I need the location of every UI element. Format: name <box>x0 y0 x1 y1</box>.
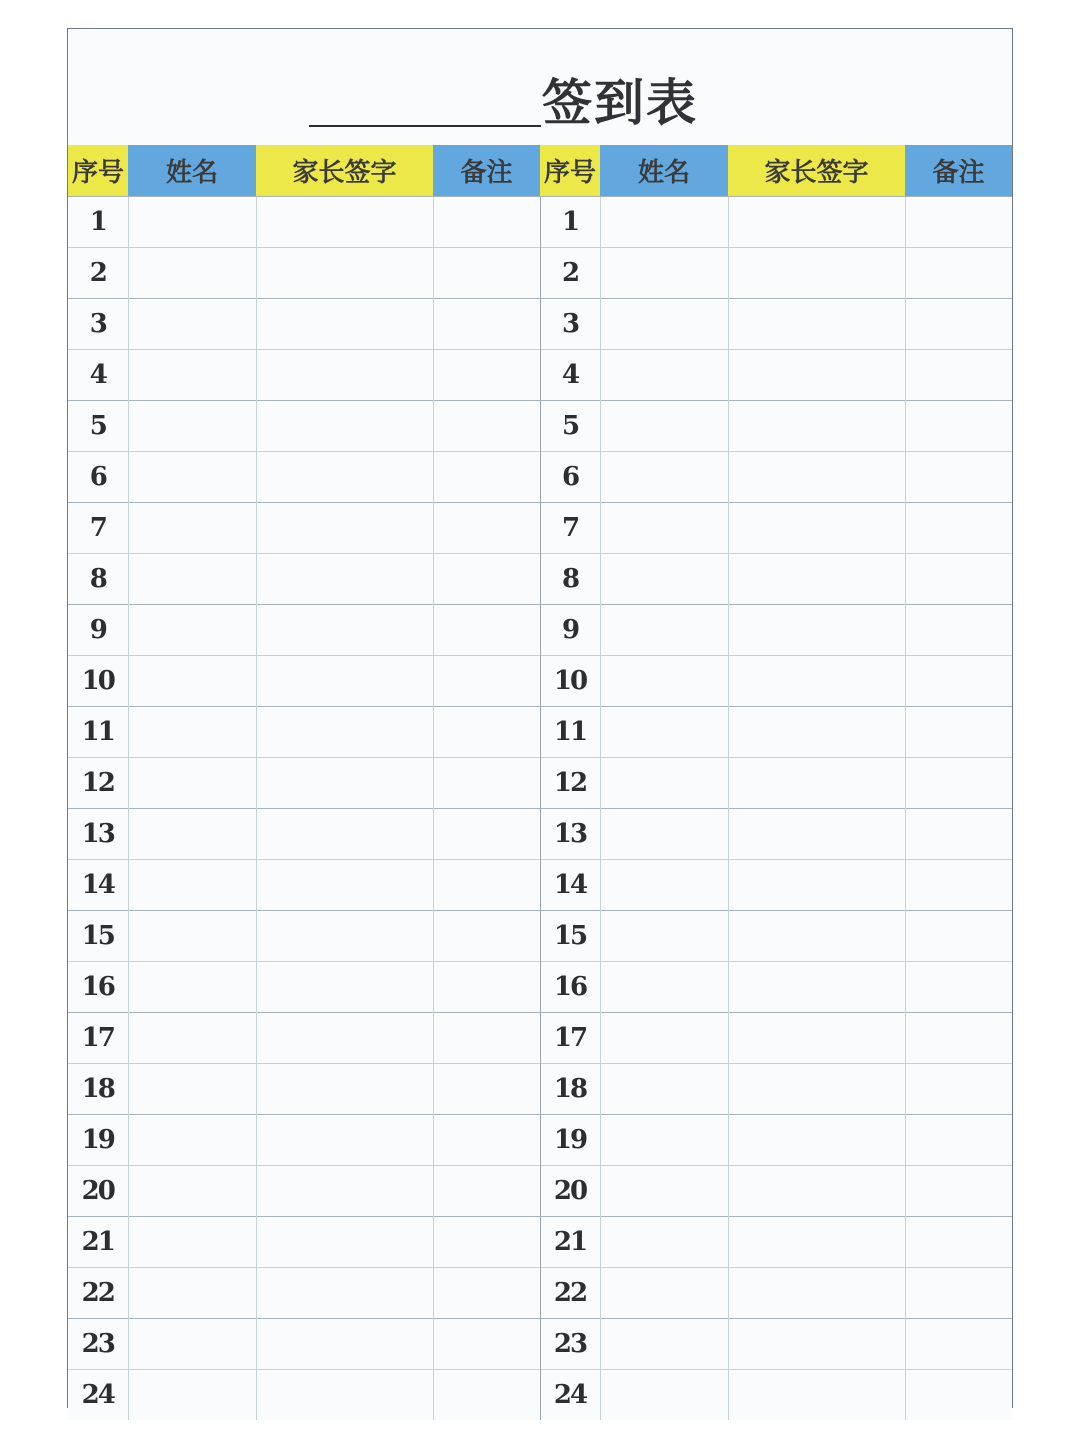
remarks-cell-left[interactable] <box>433 809 540 860</box>
seq-number-left: 5 <box>68 401 128 452</box>
name-cell-left[interactable] <box>128 707 256 758</box>
name-cell-right[interactable] <box>600 350 728 401</box>
parent-signature-cell-left[interactable] <box>256 452 433 503</box>
seq-number-left: 11 <box>68 707 128 758</box>
header-name-right: 姓名 <box>600 145 728 197</box>
remarks-cell-right[interactable] <box>905 1064 1012 1115</box>
seq-number-right: 24 <box>540 1370 600 1421</box>
parent-signature-cell-right[interactable] <box>728 248 905 299</box>
seq-number-left: 4 <box>68 350 128 401</box>
remarks-cell-right[interactable] <box>905 605 1012 656</box>
seq-number-left: 2 <box>68 248 128 299</box>
remarks-cell-right[interactable] <box>905 350 1012 401</box>
remarks-cell-right[interactable] <box>905 503 1012 554</box>
name-cell-left[interactable] <box>128 350 256 401</box>
parent-signature-cell-left[interactable] <box>256 1115 433 1166</box>
page-title: 签到表 <box>542 73 698 132</box>
name-cell-right[interactable] <box>600 248 728 299</box>
remarks-cell-left[interactable] <box>433 299 540 350</box>
seq-number-left: 13 <box>68 809 128 860</box>
name-cell-right[interactable] <box>600 809 728 860</box>
table-row <box>68 1370 1012 1421</box>
name-cell-right[interactable] <box>600 1370 728 1421</box>
name-cell-right[interactable] <box>600 962 728 1013</box>
table-body <box>68 197 1012 1421</box>
remarks-cell-right[interactable] <box>905 1217 1012 1268</box>
name-cell-right[interactable] <box>600 911 728 962</box>
remarks-cell-left[interactable] <box>433 1013 540 1064</box>
seq-number-right: 5 <box>540 401 600 452</box>
seq-number-left: 8 <box>68 554 128 605</box>
name-cell-left[interactable] <box>128 1268 256 1319</box>
remarks-cell-right[interactable] <box>905 911 1012 962</box>
parent-signature-cell-right[interactable] <box>728 860 905 911</box>
parent-signature-cell-left[interactable] <box>256 1319 433 1370</box>
remarks-cell-left[interactable] <box>433 1319 540 1370</box>
parent-signature-cell-right[interactable] <box>728 707 905 758</box>
remarks-cell-left[interactable] <box>433 1064 540 1115</box>
name-cell-right[interactable] <box>600 401 728 452</box>
name-cell-right[interactable] <box>600 707 728 758</box>
parent-signature-cell-right[interactable] <box>728 1268 905 1319</box>
seq-number-right: 22 <box>540 1268 600 1319</box>
remarks-cell-right[interactable] <box>905 1319 1012 1370</box>
parent-signature-cell-right[interactable] <box>728 758 905 809</box>
remarks-cell-left[interactable] <box>433 248 540 299</box>
remarks-cell-right[interactable] <box>905 299 1012 350</box>
name-cell-right[interactable] <box>600 1319 728 1370</box>
name-cell-left[interactable] <box>128 1115 256 1166</box>
name-cell-left[interactable] <box>128 605 256 656</box>
remarks-cell-left[interactable] <box>433 656 540 707</box>
remarks-cell-right[interactable] <box>905 656 1012 707</box>
seq-number-right: 18 <box>540 1064 600 1115</box>
remarks-cell-right[interactable] <box>905 1268 1012 1319</box>
name-cell-right[interactable] <box>600 758 728 809</box>
name-cell-right[interactable] <box>600 1064 728 1115</box>
table-row <box>68 1013 1012 1064</box>
seq-number-right: 9 <box>540 605 600 656</box>
name-cell-right[interactable] <box>600 1217 728 1268</box>
remarks-cell-right[interactable] <box>905 758 1012 809</box>
table-row <box>68 962 1012 1013</box>
name-cell-left[interactable] <box>128 1217 256 1268</box>
parent-signature-cell-left[interactable] <box>256 656 433 707</box>
remarks-cell-left[interactable] <box>433 962 540 1013</box>
parent-signature-cell-right[interactable] <box>728 299 905 350</box>
parent-signature-cell-right[interactable] <box>728 197 905 248</box>
parent-signature-cell-right[interactable] <box>728 1064 905 1115</box>
remarks-cell-right[interactable] <box>905 1166 1012 1217</box>
parent-signature-cell-right[interactable] <box>728 605 905 656</box>
seq-number-right: 19 <box>540 1115 600 1166</box>
seq-number-right: 11 <box>540 707 600 758</box>
name-cell-right[interactable] <box>600 656 728 707</box>
name-cell-right[interactable] <box>600 1115 728 1166</box>
table-row <box>68 1115 1012 1166</box>
table-row <box>68 248 1012 299</box>
seq-number-left: 3 <box>68 299 128 350</box>
remarks-cell-left[interactable] <box>433 605 540 656</box>
seq-number-right: 6 <box>540 452 600 503</box>
table-row <box>68 197 1012 248</box>
seq-number-right: 10 <box>540 656 600 707</box>
remarks-cell-left[interactable] <box>433 1217 540 1268</box>
name-cell-right[interactable] <box>600 554 728 605</box>
header-name-left: 姓名 <box>128 145 256 197</box>
header-parent-signature-left: 家长签字 <box>256 145 433 197</box>
parent-signature-cell-right[interactable] <box>728 1319 905 1370</box>
name-cell-left[interactable] <box>128 911 256 962</box>
parent-signature-cell-right[interactable] <box>728 1013 905 1064</box>
seq-number-left: 23 <box>68 1319 128 1370</box>
seq-number-left: 21 <box>68 1217 128 1268</box>
remarks-cell-right[interactable] <box>905 452 1012 503</box>
remarks-cell-left[interactable] <box>433 860 540 911</box>
remarks-cell-left[interactable] <box>433 197 540 248</box>
remarks-cell-left[interactable] <box>433 1268 540 1319</box>
parent-signature-cell-right[interactable] <box>728 1115 905 1166</box>
table-row <box>68 656 1012 707</box>
name-cell-left[interactable] <box>128 299 256 350</box>
remarks-cell-right[interactable] <box>905 860 1012 911</box>
parent-signature-cell-right[interactable] <box>728 809 905 860</box>
name-cell-right[interactable] <box>600 503 728 554</box>
seq-number-right: 20 <box>540 1166 600 1217</box>
seq-number-right: 4 <box>540 350 600 401</box>
table-row <box>68 1268 1012 1319</box>
seq-number-left: 12 <box>68 758 128 809</box>
name-cell-left[interactable] <box>128 758 256 809</box>
parent-signature-cell-left[interactable] <box>256 1268 433 1319</box>
seq-number-left: 22 <box>68 1268 128 1319</box>
parent-signature-cell-left[interactable] <box>256 758 433 809</box>
seq-number-left: 24 <box>68 1370 128 1421</box>
seq-number-right: 14 <box>540 860 600 911</box>
seq-number-left: 7 <box>68 503 128 554</box>
table-row <box>68 503 1012 554</box>
parent-signature-cell-left[interactable] <box>256 299 433 350</box>
parent-signature-cell-left[interactable] <box>256 962 433 1013</box>
parent-signature-cell-left[interactable] <box>256 605 433 656</box>
header-remarks-right: 备注 <box>905 145 1012 197</box>
remarks-cell-right[interactable] <box>905 1115 1012 1166</box>
seq-number-left: 18 <box>68 1064 128 1115</box>
parent-signature-cell-left[interactable] <box>256 248 433 299</box>
name-cell-left[interactable] <box>128 962 256 1013</box>
remarks-cell-left[interactable] <box>433 401 540 452</box>
seq-number-left: 15 <box>68 911 128 962</box>
parent-signature-cell-right[interactable] <box>728 452 905 503</box>
table-row <box>68 299 1012 350</box>
seq-number-left: 16 <box>68 962 128 1013</box>
seq-number-right: 21 <box>540 1217 600 1268</box>
header-row <box>68 145 1012 197</box>
parent-signature-cell-left[interactable] <box>256 1166 433 1217</box>
parent-signature-cell-right[interactable] <box>728 1217 905 1268</box>
seq-number-left: 6 <box>68 452 128 503</box>
name-cell-left[interactable] <box>128 554 256 605</box>
remarks-cell-left[interactable] <box>433 758 540 809</box>
remarks-cell-right[interactable] <box>905 401 1012 452</box>
remarks-cell-right[interactable] <box>905 809 1012 860</box>
seq-number-left: 10 <box>68 656 128 707</box>
parent-signature-cell-right[interactable] <box>728 962 905 1013</box>
title-blank-line <box>309 125 541 127</box>
parent-signature-cell-left[interactable] <box>256 350 433 401</box>
name-cell-right[interactable] <box>600 1013 728 1064</box>
parent-signature-cell-left[interactable] <box>256 1217 433 1268</box>
parent-signature-cell-right[interactable] <box>728 350 905 401</box>
table-row <box>68 605 1012 656</box>
title-row <box>68 29 1014 145</box>
remarks-cell-left[interactable] <box>433 452 540 503</box>
table-row <box>68 809 1012 860</box>
remarks-cell-right[interactable] <box>905 197 1012 248</box>
parent-signature-cell-right[interactable] <box>728 401 905 452</box>
seq-number-right: 16 <box>540 962 600 1013</box>
parent-signature-cell-right[interactable] <box>728 911 905 962</box>
parent-signature-cell-left[interactable] <box>256 1013 433 1064</box>
seq-number-right: 2 <box>540 248 600 299</box>
remarks-cell-right[interactable] <box>905 1013 1012 1064</box>
parent-signature-cell-left[interactable] <box>256 401 433 452</box>
remarks-cell-left[interactable] <box>433 554 540 605</box>
name-cell-left[interactable] <box>128 1013 256 1064</box>
name-cell-left[interactable] <box>128 503 256 554</box>
seq-number-right: 1 <box>540 197 600 248</box>
parent-signature-cell-left[interactable] <box>256 707 433 758</box>
seq-number-right: 3 <box>540 299 600 350</box>
seq-number-right: 12 <box>540 758 600 809</box>
table-row <box>68 860 1012 911</box>
seq-number-left: 19 <box>68 1115 128 1166</box>
name-cell-left[interactable] <box>128 1064 256 1115</box>
remarks-cell-left[interactable] <box>433 1115 540 1166</box>
header-seq-left: 序号 <box>68 145 128 197</box>
name-cell-right[interactable] <box>600 299 728 350</box>
remarks-cell-left[interactable] <box>433 1166 540 1217</box>
seq-number-left: 17 <box>68 1013 128 1064</box>
name-cell-right[interactable] <box>600 860 728 911</box>
header-parent-signature-right: 家长签字 <box>728 145 905 197</box>
parent-signature-cell-right[interactable] <box>728 554 905 605</box>
remarks-cell-right[interactable] <box>905 554 1012 605</box>
table-row <box>68 1319 1012 1370</box>
table-row <box>68 758 1012 809</box>
remarks-cell-left[interactable] <box>433 911 540 962</box>
table-row <box>68 350 1012 401</box>
parent-signature-cell-left[interactable] <box>256 554 433 605</box>
seq-number-left: 14 <box>68 860 128 911</box>
table-row <box>68 452 1012 503</box>
header-remarks-left: 备注 <box>433 145 540 197</box>
remarks-cell-left[interactable] <box>433 1370 540 1421</box>
table-row <box>68 554 1012 605</box>
parent-signature-cell-right[interactable] <box>728 656 905 707</box>
remarks-cell-right[interactable] <box>905 1370 1012 1421</box>
parent-signature-cell-left[interactable] <box>256 809 433 860</box>
name-cell-right[interactable] <box>600 1268 728 1319</box>
name-cell-left[interactable] <box>128 197 256 248</box>
seq-number-left: 9 <box>68 605 128 656</box>
remarks-cell-left[interactable] <box>433 707 540 758</box>
seq-number-right: 7 <box>540 503 600 554</box>
parent-signature-cell-left[interactable] <box>256 1064 433 1115</box>
name-cell-left[interactable] <box>128 1166 256 1217</box>
parent-signature-cell-left[interactable] <box>256 911 433 962</box>
seq-number-left: 20 <box>68 1166 128 1217</box>
sign-in-table <box>68 145 1012 1420</box>
name-cell-left[interactable] <box>128 656 256 707</box>
parent-signature-cell-left[interactable] <box>256 1370 433 1421</box>
remarks-cell-left[interactable] <box>433 503 540 554</box>
seq-number-right: 23 <box>540 1319 600 1370</box>
name-cell-right[interactable] <box>600 452 728 503</box>
parent-signature-cell-right[interactable] <box>728 503 905 554</box>
name-cell-left[interactable] <box>128 401 256 452</box>
name-cell-left[interactable] <box>128 452 256 503</box>
table-row <box>68 401 1012 452</box>
parent-signature-cell-left[interactable] <box>256 197 433 248</box>
table-row <box>68 1217 1012 1268</box>
remarks-cell-right[interactable] <box>905 962 1012 1013</box>
name-cell-left[interactable] <box>128 860 256 911</box>
table-row <box>68 1064 1012 1115</box>
remarks-cell-right[interactable] <box>905 707 1012 758</box>
table-row <box>68 707 1012 758</box>
parent-signature-cell-left[interactable] <box>256 860 433 911</box>
table-row <box>68 1166 1012 1217</box>
table-row <box>68 911 1012 962</box>
seq-number-right: 15 <box>540 911 600 962</box>
name-cell-right[interactable] <box>600 605 728 656</box>
name-cell-right[interactable] <box>600 197 728 248</box>
remarks-cell-left[interactable] <box>433 350 540 401</box>
name-cell-left[interactable] <box>128 809 256 860</box>
seq-number-right: 8 <box>540 554 600 605</box>
seq-number-right: 13 <box>540 809 600 860</box>
sign-in-sheet <box>67 28 1013 1408</box>
remarks-cell-right[interactable] <box>905 248 1012 299</box>
seq-number-right: 17 <box>540 1013 600 1064</box>
parent-signature-cell-right[interactable] <box>728 1166 905 1217</box>
seq-number-left: 1 <box>68 197 128 248</box>
name-cell-left[interactable] <box>128 1370 256 1421</box>
name-cell-left[interactable] <box>128 1319 256 1370</box>
parent-signature-cell-right[interactable] <box>728 1370 905 1421</box>
header-seq-right: 序号 <box>540 145 600 197</box>
name-cell-right[interactable] <box>600 1166 728 1217</box>
name-cell-left[interactable] <box>128 248 256 299</box>
parent-signature-cell-left[interactable] <box>256 503 433 554</box>
